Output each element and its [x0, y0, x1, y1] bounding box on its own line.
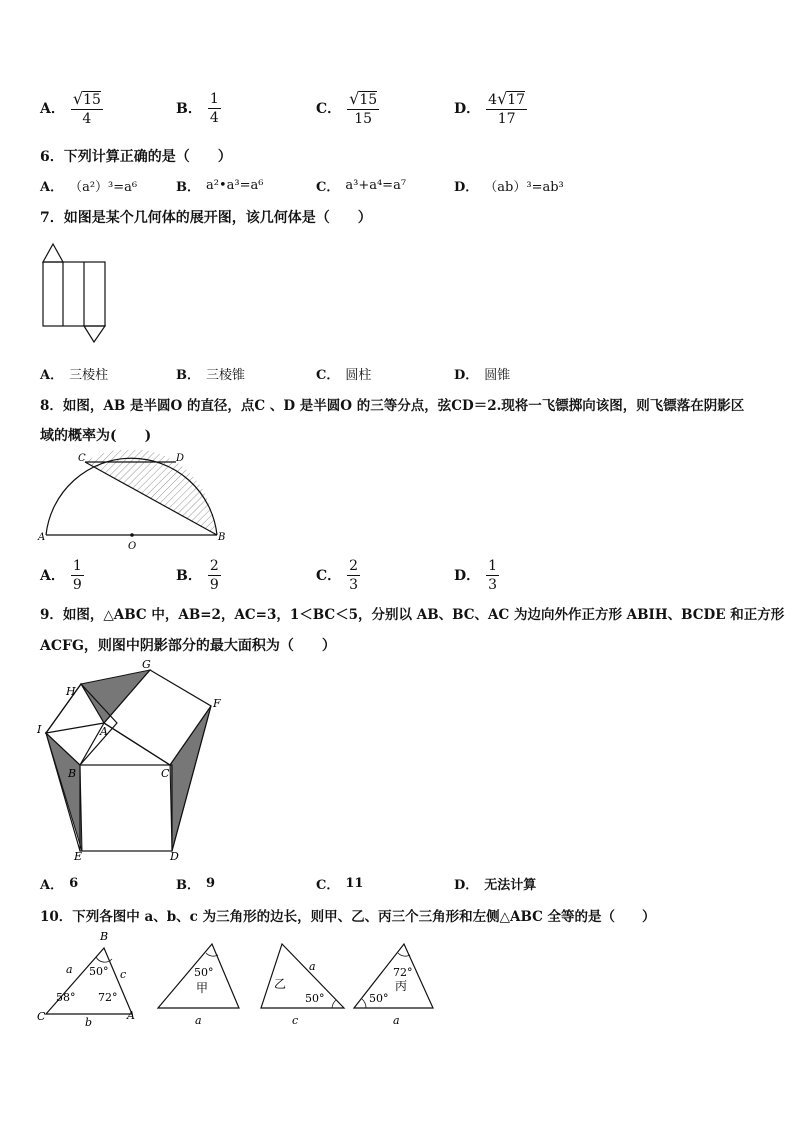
label-h: H: [66, 685, 76, 698]
abc-side-c: c: [120, 968, 127, 981]
q7-option-a[interactable]: A． 三棱柱: [40, 367, 109, 383]
abc-angle-b: 50°: [89, 965, 109, 978]
q9-option-b[interactable]: B． 9: [176, 875, 216, 893]
bing-angle-72: 72°: [393, 966, 413, 979]
q7-option-d[interactable]: D． 圆锥: [454, 367, 511, 383]
q8-options: [40, 555, 760, 595]
label-b: B: [68, 767, 77, 780]
yi-name: 乙: [274, 977, 287, 991]
q8-option-a[interactable]: A． $\frac{1}{9}$: [40, 557, 82, 593]
label-e: E: [74, 850, 83, 863]
abc-side-a: a: [66, 963, 73, 976]
q5-options: [40, 86, 760, 130]
q8-stem-line1: 8．如图，AB 是半圆O 的直径，点C 、D 是半圆O 的三等分点，弦CD＝2.现将一飞镖掷向该图，则飞镖落在阴影区: [40, 398, 745, 414]
jia-name: 甲: [196, 981, 209, 995]
label-c: C: [161, 767, 170, 780]
label-g: G: [142, 658, 151, 671]
label-c: C: [78, 453, 86, 464]
q8-option-c[interactable]: C． $\frac{2}{3}$: [316, 557, 359, 593]
abc-angle-c: 58°: [56, 991, 76, 1004]
abc-label-c: C: [37, 1010, 46, 1023]
yi-side-c: c: [292, 1014, 299, 1027]
q9-options: [40, 872, 760, 894]
q5-option-a[interactable]: A． √ 15 4: [40, 88, 101, 127]
q7-options: [40, 362, 760, 384]
q5-option-c[interactable]: C． √ 15 15: [316, 88, 378, 127]
fraction: √ 15 15: [349, 88, 378, 127]
squares-figure: [34, 655, 234, 865]
q7-option-c[interactable]: C． 圆柱: [316, 367, 372, 383]
abc-label-b: B: [100, 930, 109, 943]
bing-side: a: [393, 1014, 400, 1027]
label-a: A: [38, 532, 46, 543]
q6-stem: 6．下列计算正确的是（ ）: [40, 149, 232, 165]
fraction: √ 15 4: [72, 88, 101, 127]
q9-stem-line2: ACFG，则图中阴影部分的最大面积为（ ）: [40, 638, 336, 654]
q9-option-a[interactable]: A． 6: [40, 875, 79, 893]
q6-options: [40, 174, 760, 196]
q9-option-d[interactable]: D． 无法计算: [454, 877, 537, 893]
q8-stem-line2: 域的概率为( ): [40, 428, 152, 444]
label-i: I: [37, 723, 42, 736]
abc-side-b: b: [85, 1016, 93, 1028]
q7-option-b[interactable]: B． 三棱锥: [176, 367, 246, 383]
jia-side: a: [195, 1014, 202, 1027]
bing-name: 丙: [395, 979, 408, 993]
q10-stem: 10．下列各图中 a、b、c 为三角形的边长，则甲、乙、丙三个三角形和左侧△ABC 全等的是（ ）: [40, 909, 656, 925]
label-d: D: [170, 850, 179, 863]
bing-angle-50: 50°: [369, 992, 389, 1005]
q5-option-b[interactable]: B． $\frac{1}{4}$: [176, 90, 219, 126]
fraction: $\frac{1}{4}$: [209, 90, 219, 126]
q9-stem-line1: 9．如图，△ABC 中，AB=2，AC=3，1＜BC＜5，分别以 AB、BC、AC 为边向外作正方形 ABIH、BCDE 和正方形: [40, 607, 785, 623]
net-figure: [38, 240, 113, 345]
label-b: B: [218, 532, 226, 543]
q5-option-d[interactable]: D． 4 √ 17 17: [454, 88, 526, 127]
semicircle-figure: [36, 450, 226, 555]
abc-angle-a: 72°: [98, 991, 118, 1004]
q6-option-b[interactable]: B． a²•a³=a⁶: [176, 177, 264, 195]
q6-option-a[interactable]: A． （a²）³=a⁶: [40, 179, 138, 195]
q6-option-d[interactable]: D． （ab）³=ab³: [454, 179, 564, 195]
q6-option-c[interactable]: C． a³+a⁴=a⁷: [316, 177, 407, 195]
q7-stem: 7．如图是某个几何体的展开图，该几何体是（ ）: [40, 210, 372, 226]
label-d: D: [176, 453, 185, 464]
yi-side-a: a: [309, 960, 316, 973]
q8-option-d[interactable]: D． $\frac{1}{3}$: [454, 557, 498, 593]
triangle-yi: [261, 944, 344, 1008]
abc-label-a: A: [127, 1009, 135, 1022]
q8-option-b[interactable]: B． $\frac{2}{9}$: [176, 557, 219, 593]
jia-angle: 50°: [194, 966, 214, 979]
triangle-abc: [46, 948, 132, 1014]
label-f: F: [213, 697, 221, 710]
yi-angle: 50°: [305, 992, 325, 1005]
label-o: O: [128, 541, 137, 552]
fraction: 4 √ 17 17: [488, 88, 526, 127]
triangles-figure: [34, 928, 454, 1028]
label-a: A: [100, 725, 108, 738]
q9-option-c[interactable]: C． 11: [316, 875, 364, 893]
